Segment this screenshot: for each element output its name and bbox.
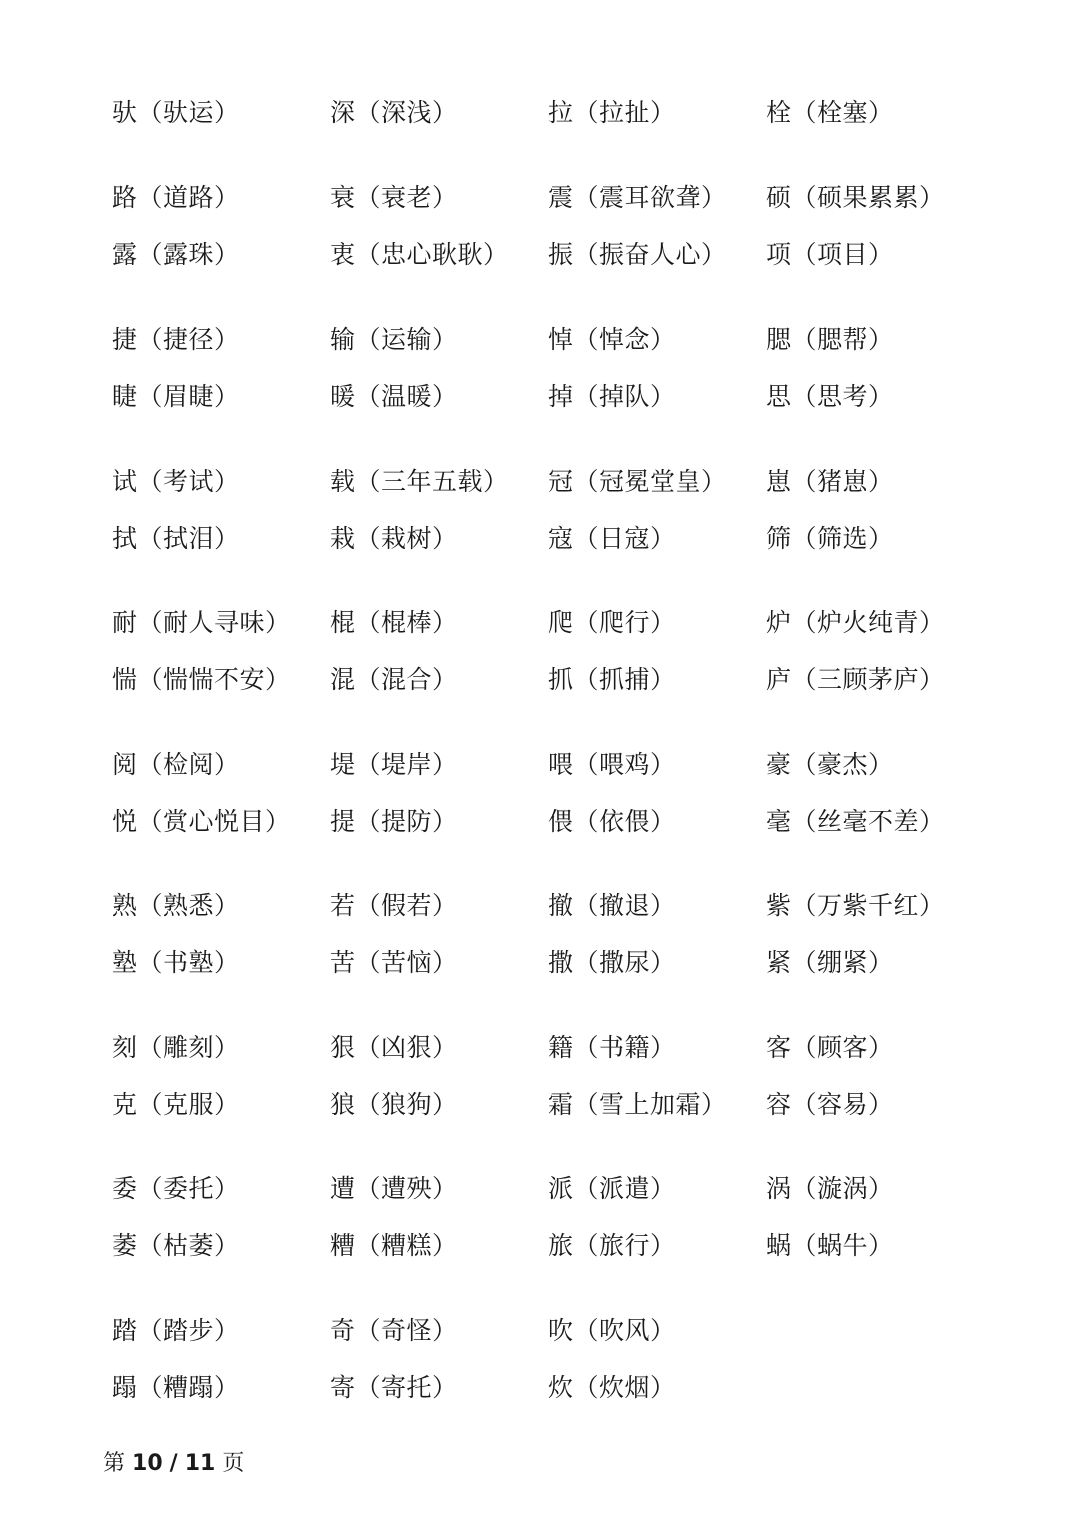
- word-entry: 悼（悼念）: [548, 325, 676, 354]
- word-entry: 籍（书籍）: [548, 1033, 676, 1062]
- word-entry: 庐（三顾茅庐）: [766, 665, 945, 694]
- word-entry: 霜（雪上加霜）: [548, 1090, 727, 1119]
- word-entry: 紧（绷紧）: [766, 948, 894, 977]
- word-entry: 驮（驮运）: [112, 98, 240, 127]
- page-footer: [103, 1450, 244, 1478]
- word-entry: 刻（雕刻）: [112, 1033, 240, 1062]
- word-entry: 奇（奇怪）: [330, 1316, 458, 1345]
- word-entry: 炊（炊烟）: [548, 1373, 676, 1402]
- word-entry: 寇（日寇）: [548, 524, 676, 553]
- word-entry: 掉（掉队）: [548, 382, 676, 411]
- word-entry: 若（假若）: [330, 891, 458, 920]
- word-entry: 堤（堤岸）: [330, 750, 458, 779]
- word-entry: 露（露珠）: [112, 240, 240, 269]
- word-entry: 寄（寄托）: [330, 1373, 458, 1402]
- word-entry: 思（思考）: [766, 382, 894, 411]
- word-entry: 苦（苦恼）: [330, 948, 458, 977]
- page-suffix: 页: [222, 1451, 245, 1476]
- word-entry: 豪（豪杰）: [766, 750, 894, 779]
- word-entry: 路（道路）: [112, 183, 240, 212]
- word-entry: 栽（栽树）: [330, 524, 458, 553]
- word-entry: 塾（书塾）: [112, 948, 240, 977]
- word-entry: 项（项目）: [766, 240, 894, 269]
- word-entry: 耐（耐人寻味）: [112, 608, 291, 637]
- word-entry: 深（深浅）: [330, 98, 458, 127]
- word-entry: 阅（检阅）: [112, 750, 240, 779]
- word-entry: 试（考试）: [112, 467, 240, 496]
- word-entry: 载（三年五载）: [330, 467, 509, 496]
- word-entry: 蹋（糟蹋）: [112, 1373, 240, 1402]
- word-entry: 栓（栓塞）: [766, 98, 894, 127]
- word-entry: 克（克服）: [112, 1090, 240, 1119]
- word-entry: 炉（炉火纯青）: [766, 608, 945, 637]
- word-entry: 震（震耳欲聋）: [548, 183, 727, 212]
- word-entry: 紫（万紫千红）: [766, 891, 945, 920]
- word-entry: 腮（腮帮）: [766, 325, 894, 354]
- word-entry: 撤（撤退）: [548, 891, 676, 920]
- page-separator: /: [169, 1451, 178, 1476]
- word-entry: 糟（糟糕）: [330, 1231, 458, 1260]
- word-entry: 筛（筛选）: [766, 524, 894, 553]
- word-entry: 捷（捷径）: [112, 325, 240, 354]
- word-entry: 硕（硕果累累）: [766, 183, 945, 212]
- word-entry: 派（派遣）: [548, 1174, 676, 1203]
- word-entry: 爬（爬行）: [548, 608, 676, 637]
- word-entry: 冠（冠冕堂皇）: [548, 467, 727, 496]
- word-entry: 萎（枯萎）: [112, 1231, 240, 1260]
- word-entry: 抓（抓捕）: [548, 665, 676, 694]
- word-entry: 狼（狼狗）: [330, 1090, 458, 1119]
- word-entry: 旅（旅行）: [548, 1231, 676, 1260]
- word-entry: 喂（喂鸡）: [548, 750, 676, 779]
- word-entry: 衷（忠心耿耿）: [330, 240, 509, 269]
- page-prefix: 第: [103, 1451, 126, 1476]
- word-entry: 棍（棍棒）: [330, 608, 458, 637]
- word-entry: 客（顾客）: [766, 1033, 894, 1062]
- word-entry: 拭（拭泪）: [112, 524, 240, 553]
- word-entry: 遭（遭殃）: [330, 1174, 458, 1203]
- word-entry: 暖（温暖）: [330, 382, 458, 411]
- word-entry: 蜗（蜗牛）: [766, 1231, 894, 1260]
- word-entry: 悦（赏心悦目）: [112, 807, 291, 836]
- current-page-number: 10: [132, 1451, 163, 1476]
- word-entry: 崽（猪崽）: [766, 467, 894, 496]
- word-entry: 容（容易）: [766, 1090, 894, 1119]
- word-entry: 撒（撒尿）: [548, 948, 676, 977]
- word-entry: 拉（拉扯）: [548, 98, 676, 127]
- total-pages-number: 11: [184, 1451, 216, 1476]
- word-entry: 踏（踏步）: [112, 1316, 240, 1345]
- word-entry: 衰（衰老）: [330, 183, 458, 212]
- word-entry: 狠（凶狠）: [330, 1033, 458, 1062]
- word-entry: 提（提防）: [330, 807, 458, 836]
- word-entry: 惴（惴惴不安）: [112, 665, 291, 694]
- word-entry: 睫（眉睫）: [112, 382, 240, 411]
- word-entry: 吹（吹风）: [548, 1316, 676, 1345]
- word-entry: 委（委托）: [112, 1174, 240, 1203]
- word-entry: 毫（丝毫不差）: [766, 807, 945, 836]
- word-entry: 偎（依偎）: [548, 807, 676, 836]
- word-entry: 输（运输）: [330, 325, 458, 354]
- word-entry: 涡（漩涡）: [766, 1174, 894, 1203]
- word-entry: 熟（熟悉）: [112, 891, 240, 920]
- word-entry: 振（振奋人心）: [548, 240, 727, 269]
- word-entry: 混（混合）: [330, 665, 458, 694]
